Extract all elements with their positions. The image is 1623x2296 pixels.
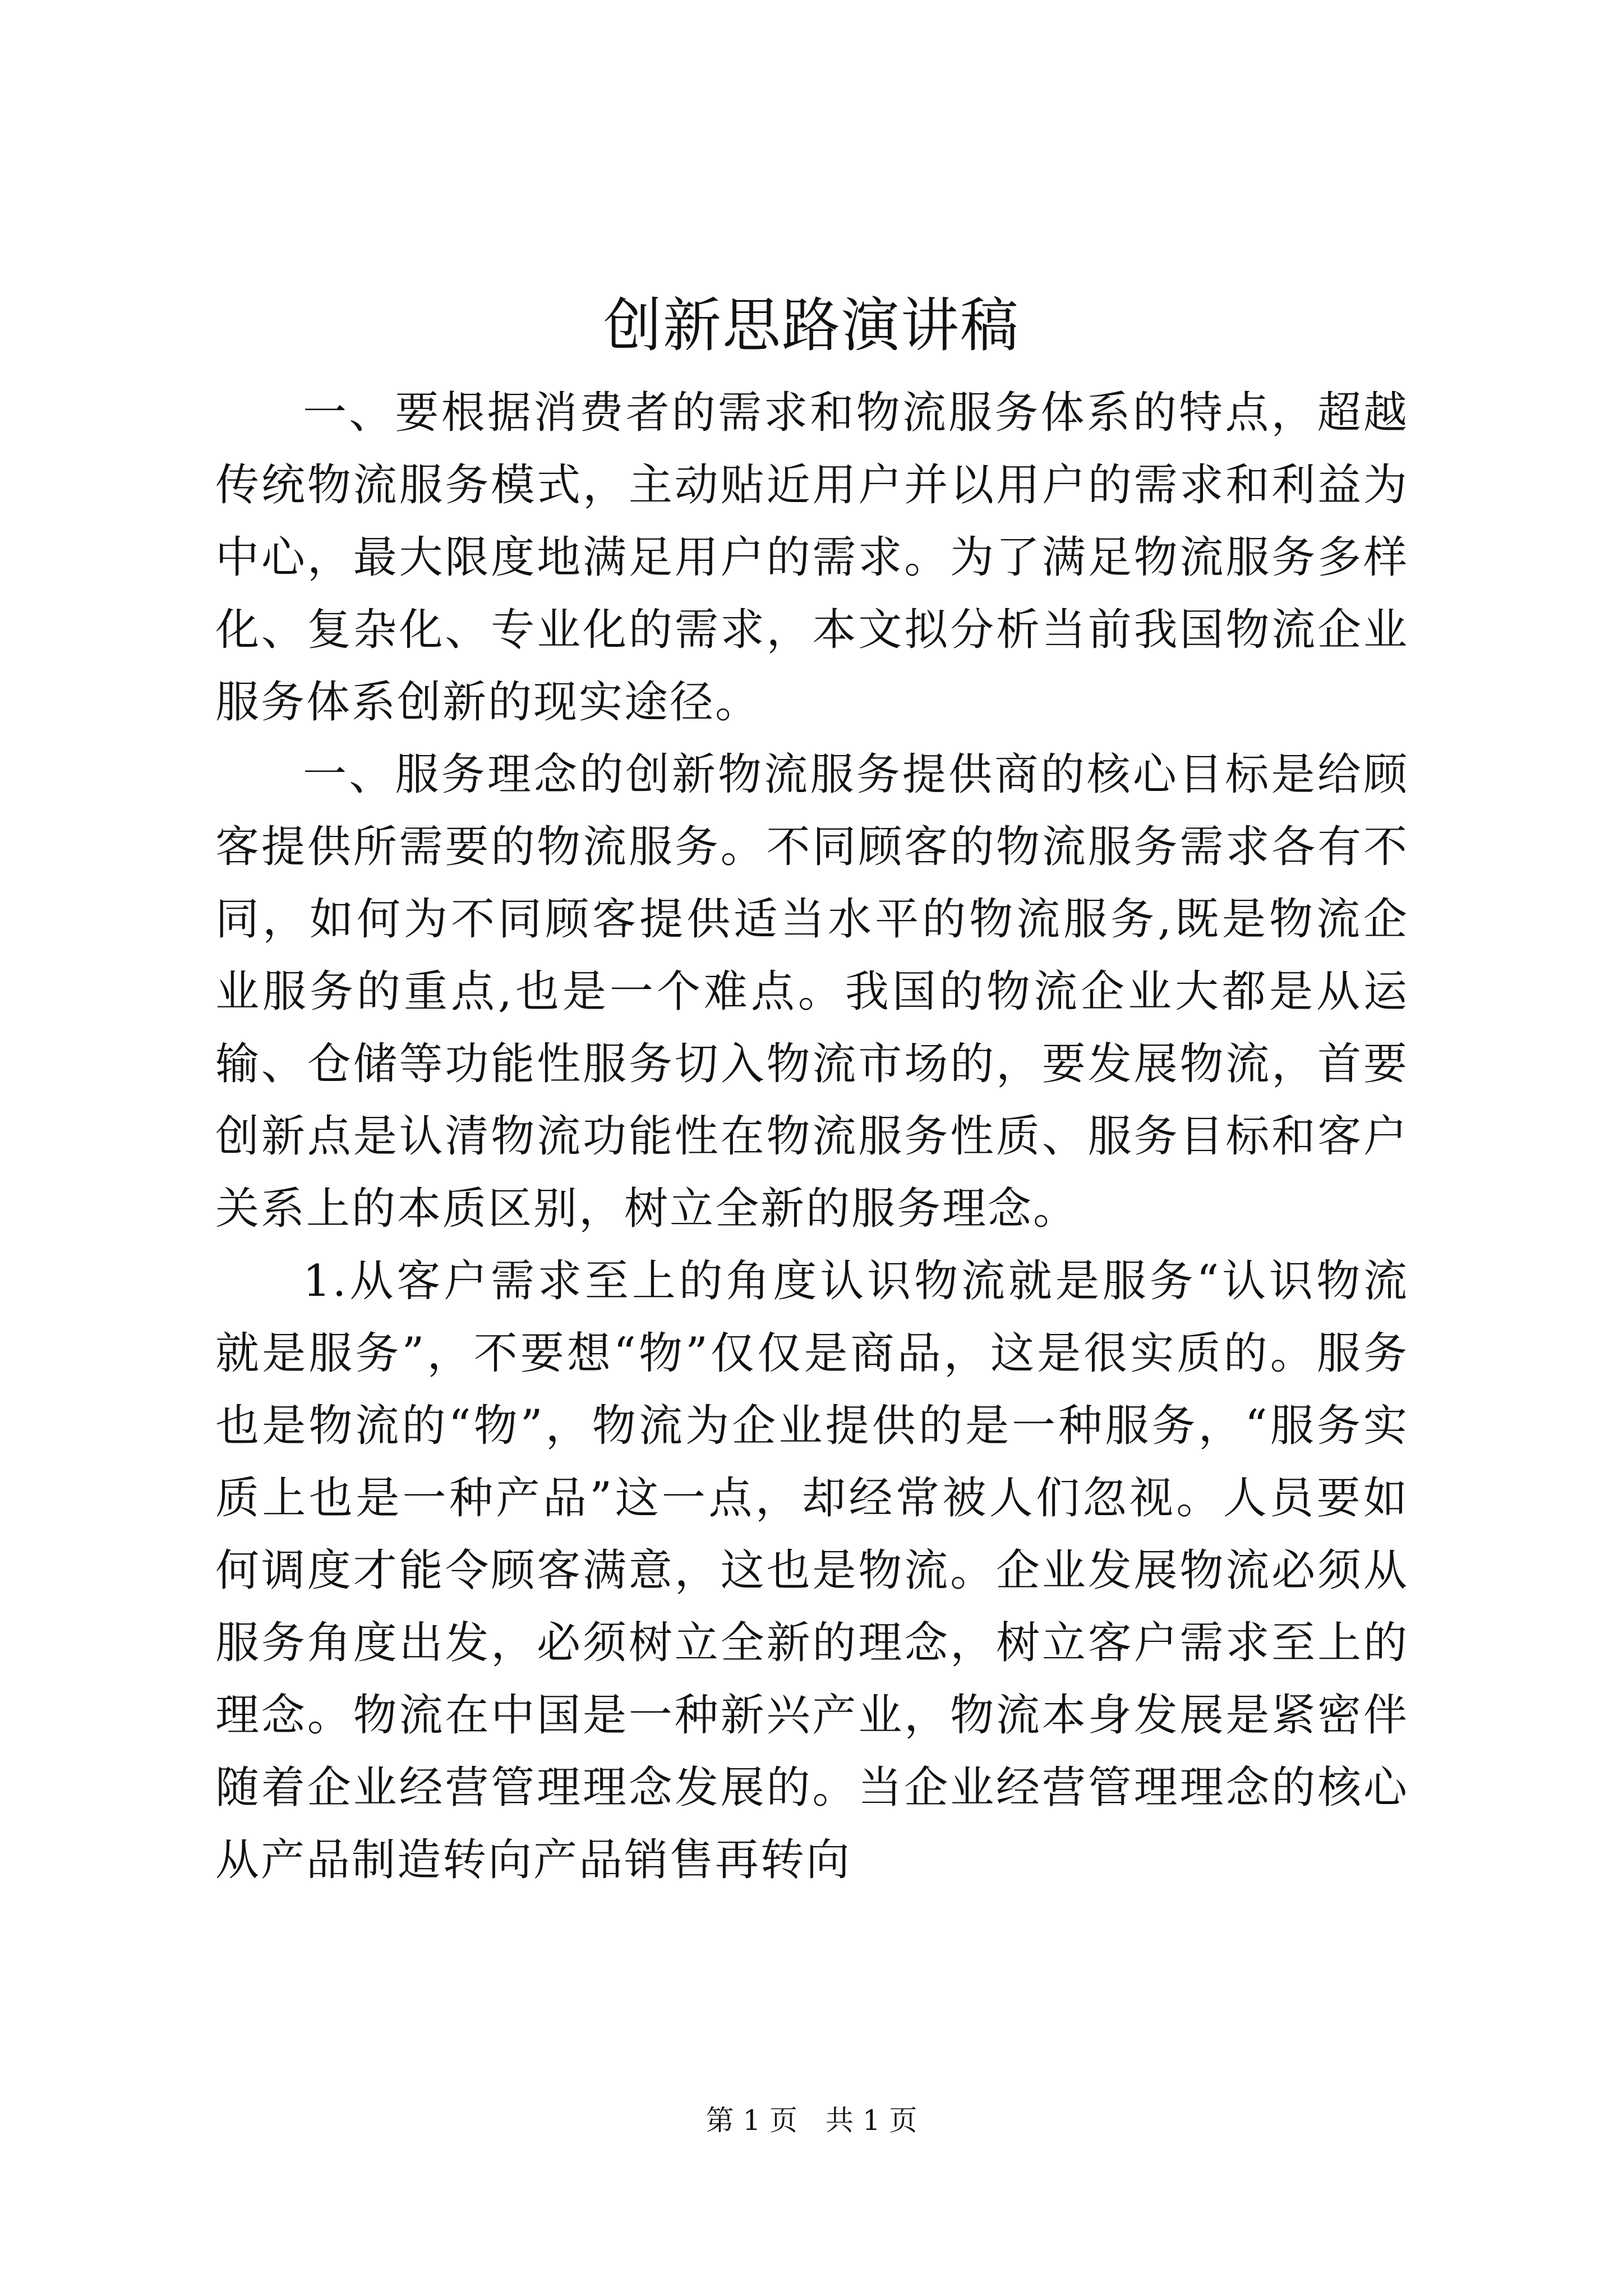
page-number: 第 1 页	[706, 2104, 798, 2137]
paragraph: 1.从客户需求至上的角度认识物流就是服务“认识物流就是服务”，不要想“物”仅仅是商品，这是很实质的。服务也是物流的“物”，物流为企业提供的是一种服务，“服务实质上也是一种产品”这一点，却经常被人们忽视。人员要如何调度才能令顾客满意，这也是物流。企业发展物流必须从服务角度出发，必须树立全新的理念，树立客户需求至上的理念。物流在中国是一种新兴产业，物流本身发展是紧密伴随着企业经营管理理念发展的。当企业经营管理理念的核心从产品制造转向产品销售再转向	[215, 1256, 1409, 1885]
page-total: 共 1 页	[825, 2104, 917, 2137]
paragraph: 一、服务理念的创新物流服务提供商的核心目标是给顾客提供所需要的物流服务。不同顾客的物流服务需求各有不同，如何为不同顾客提供适当水平的物流服务,既是物流企业服务的重点,也是一个难点。我国的物流企业大都是从运输、仓储等功能性服务切入物流市场的，要发展物流，首要创新点是认清物流功能性在物流服务性质、服务目标和客户关系上的本质区别，树立全新的服务理念。	[215, 749, 1409, 1234]
paragraph: 一、要根据消费者的需求和物流服务体系的特点，超越传统物流服务模式，主动贴近用户并以用户的需求和利益为中心，最大限度地满足用户的需求。为了满足物流服务多样化、复杂化、专业化的需求，本文拟分析当前我国物流企业服务体系创新的现实途径。	[215, 388, 1409, 728]
document-title: 创新思路演讲稿	[603, 291, 1020, 360]
document-body	[215, 377, 1409, 1897]
page-footer	[0, 2101, 1623, 2140]
